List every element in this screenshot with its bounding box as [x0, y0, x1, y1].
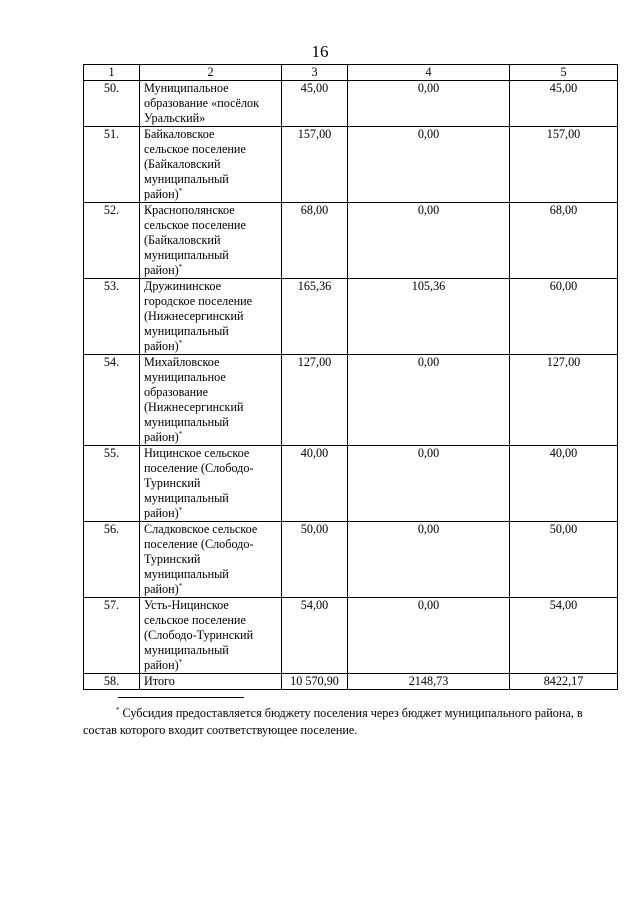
column-4-amount: 0,00	[348, 522, 510, 598]
column-header: 5	[510, 65, 618, 81]
municipality-name	[140, 203, 282, 279]
name-line: район)	[144, 430, 179, 444]
name-line: муниципальный	[144, 567, 229, 581]
name-line: Михайловское	[144, 355, 220, 369]
municipality-name	[140, 127, 282, 203]
footnote-marker: *	[178, 506, 183, 514]
name-line: муниципальный	[144, 415, 229, 429]
footnote-marker: *	[178, 263, 183, 271]
footnote-marker: *	[178, 187, 183, 195]
footnote-separator	[118, 697, 244, 698]
name-line: Краснополянское	[144, 203, 235, 217]
total-amount: 165,36	[282, 279, 348, 355]
table-row	[84, 203, 618, 279]
name-line: сельское поселение	[144, 142, 246, 156]
name-line: поселение (Слободо-	[144, 537, 254, 551]
header-row	[84, 65, 618, 81]
table-row	[84, 127, 618, 203]
column-header: 3	[282, 65, 348, 81]
name-line: Итого	[144, 674, 175, 688]
municipality-name	[140, 674, 282, 690]
total-amount: 50,00	[282, 522, 348, 598]
name-line: сельское поселение	[144, 613, 246, 627]
name-line: муниципальный	[144, 643, 229, 657]
row-number: 52.	[84, 203, 140, 279]
row-number: 55.	[84, 446, 140, 522]
row-number: 54.	[84, 355, 140, 446]
row-number: 53.	[84, 279, 140, 355]
name-line: муниципальный	[144, 172, 229, 186]
name-line: муниципальное	[144, 370, 226, 384]
name-line: Байкаловское	[144, 127, 215, 141]
municipality-name	[140, 598, 282, 674]
name-line: район)	[144, 263, 179, 277]
name-line: (Слободо-Туринский	[144, 628, 254, 642]
column-4-amount: 0,00	[348, 446, 510, 522]
table-row	[84, 522, 618, 598]
name-line: Туринский	[144, 476, 201, 490]
column-5-amount: 68,00	[510, 203, 618, 279]
name-line: сельское поселение	[144, 218, 246, 232]
name-line: городское поселение	[144, 294, 253, 308]
name-line: поселение (Слободо-	[144, 461, 254, 475]
name-line: район)	[144, 506, 179, 520]
column-header: 4	[348, 65, 510, 81]
row-number: 51.	[84, 127, 140, 203]
name-line: Усть-Ницинское	[144, 598, 229, 612]
total-amount: 68,00	[282, 203, 348, 279]
column-5-amount: 157,00	[510, 127, 618, 203]
name-line: Уральский»	[144, 111, 206, 125]
name-line: район)	[144, 339, 179, 353]
column-4-amount: 0,00	[348, 598, 510, 674]
column-header: 1	[84, 65, 140, 81]
total-amount: 10 570,90	[282, 674, 348, 690]
municipality-name	[140, 522, 282, 598]
column-5-amount: 50,00	[510, 522, 618, 598]
total-amount: 54,00	[282, 598, 348, 674]
table-row	[84, 598, 618, 674]
name-line: (Байкаловский	[144, 233, 221, 247]
name-line: район)	[144, 658, 179, 672]
table-row	[84, 446, 618, 522]
name-line: муниципальный	[144, 324, 229, 338]
name-line: образование «посёлок	[144, 96, 260, 110]
total-amount: 40,00	[282, 446, 348, 522]
column-header: 2	[140, 65, 282, 81]
subsidy-table	[83, 64, 618, 690]
page-number: 16	[311, 42, 329, 61]
name-line: район)	[144, 582, 179, 596]
table-body	[84, 81, 618, 690]
column-5-amount: 45,00	[510, 81, 618, 127]
name-line: (Байкаловский	[144, 157, 221, 171]
column-4-amount: 0,00	[348, 355, 510, 446]
column-5-amount: 127,00	[510, 355, 618, 446]
total-amount: 157,00	[282, 127, 348, 203]
column-4-amount: 2148,73	[348, 674, 510, 690]
municipality-name	[140, 355, 282, 446]
name-line: Муниципальное	[144, 81, 229, 95]
name-line: район)	[144, 187, 179, 201]
column-4-amount: 0,00	[348, 127, 510, 203]
municipality-name	[140, 81, 282, 127]
table-row	[84, 279, 618, 355]
name-line: Туринский	[144, 552, 201, 566]
name-line: Ницинское сельское	[144, 446, 250, 460]
name-line: (Нижнесергинский	[144, 400, 244, 414]
row-number: 57.	[84, 598, 140, 674]
column-4-amount: 0,00	[348, 81, 510, 127]
row-number: 50.	[84, 81, 140, 127]
footnote-marker: *	[178, 658, 183, 666]
column-5-amount: 54,00	[510, 598, 618, 674]
footnote-text: Субсидия предоставляется бюджету поселения через бюджет муниципального района, в состав которого входит соответствующее поселение.	[83, 706, 583, 737]
name-line: муниципальный	[144, 491, 229, 505]
total-amount: 127,00	[282, 355, 348, 446]
total-amount: 45,00	[282, 81, 348, 127]
footnote-marker: *	[116, 706, 120, 714]
name-line: образование	[144, 385, 209, 399]
column-5-amount: 8422,17	[510, 674, 618, 690]
name-line: (Нижнесергинский	[144, 309, 244, 323]
municipality-name	[140, 279, 282, 355]
footnote-marker: *	[178, 339, 183, 347]
row-number: 56.	[84, 522, 140, 598]
table-row	[84, 674, 618, 690]
municipality-name	[140, 446, 282, 522]
name-line: муниципальный	[144, 248, 229, 262]
row-number: 58.	[84, 674, 140, 690]
table-row	[84, 81, 618, 127]
column-4-amount: 0,00	[348, 203, 510, 279]
footnote-marker: *	[178, 582, 183, 590]
column-5-amount: 40,00	[510, 446, 618, 522]
table-row	[84, 355, 618, 446]
column-4-amount: 105,36	[348, 279, 510, 355]
footnote-marker: *	[178, 430, 183, 438]
name-line: Дружининское	[144, 279, 222, 293]
column-5-amount: 60,00	[510, 279, 618, 355]
footnote	[83, 705, 617, 739]
name-line: Сладковское сельское	[144, 522, 258, 536]
